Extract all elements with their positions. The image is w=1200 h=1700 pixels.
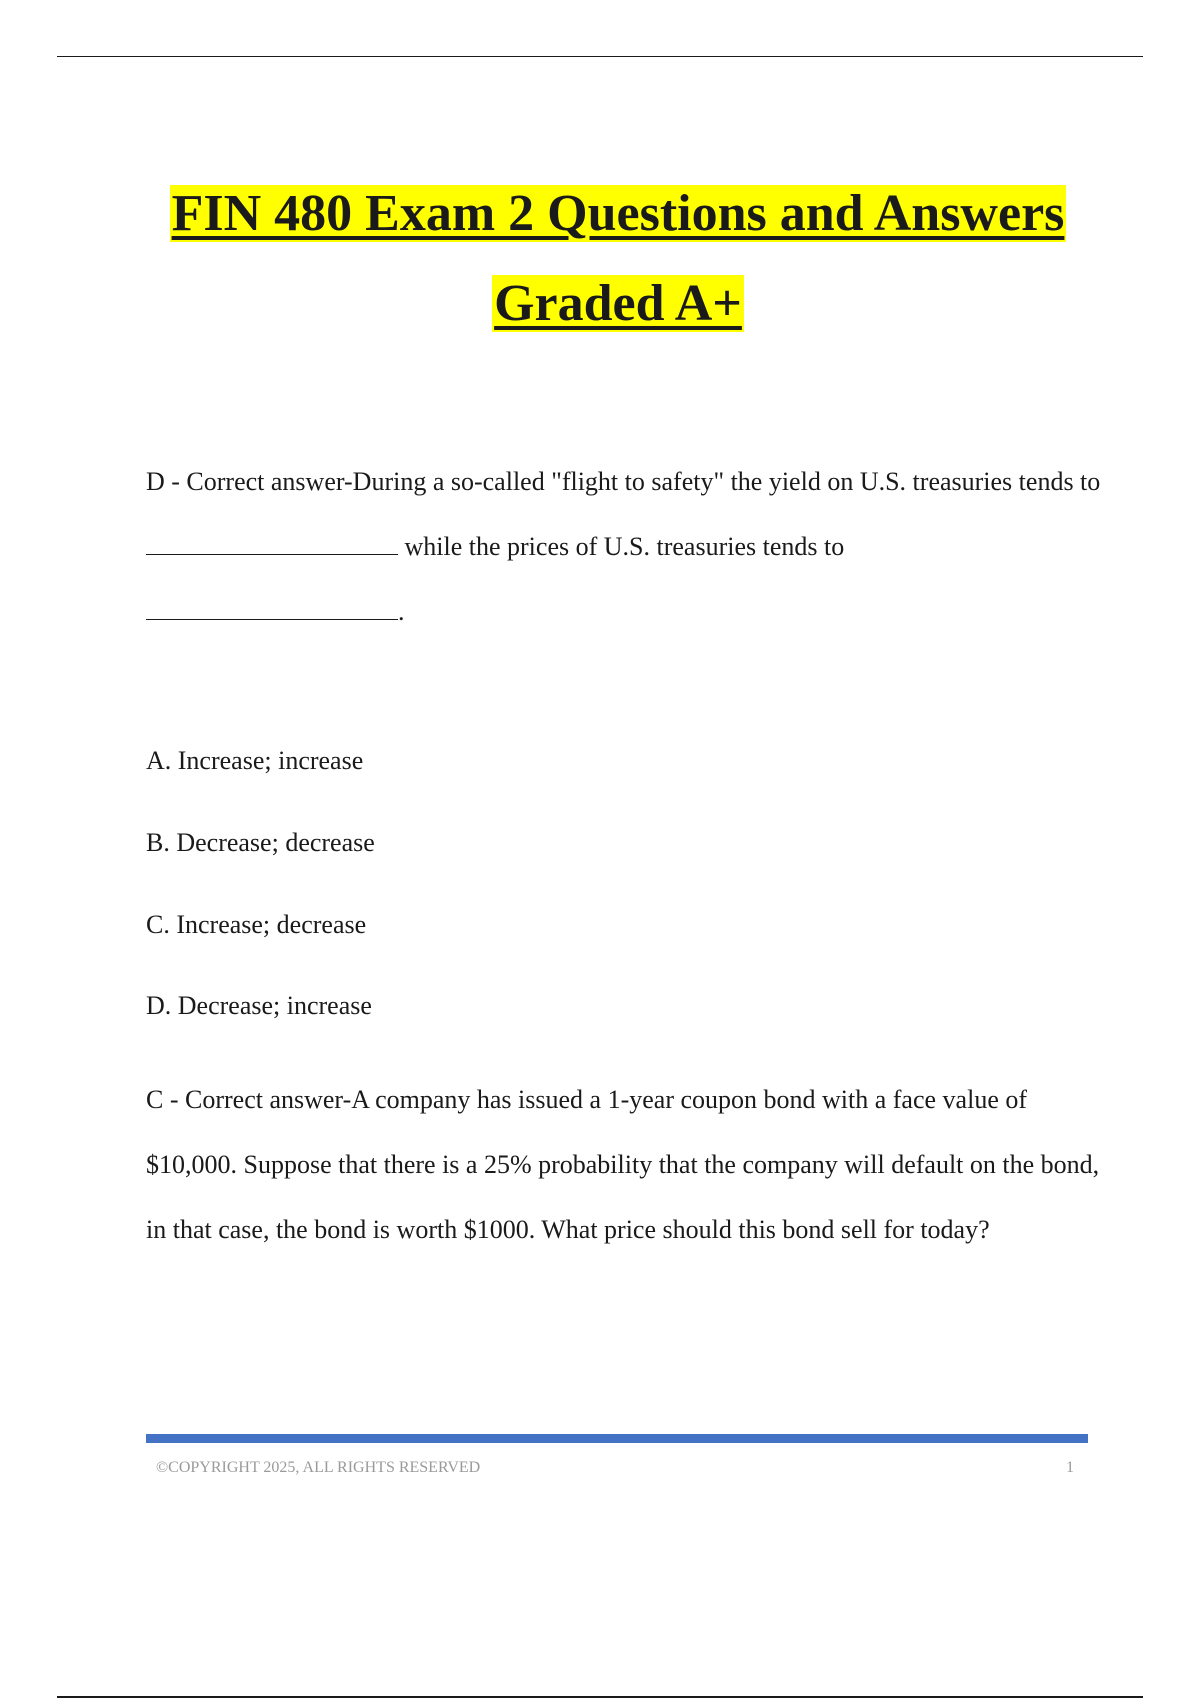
title-line-1-text: FIN 480 Exam 2 Questions and Answers (171, 185, 1065, 242)
option-b: B. Decrease; decrease (146, 828, 375, 857)
footer-copyright: ©COPYRIGHT 2025, ALL RIGHTS RESERVED (156, 1459, 481, 1476)
bottom-rule (57, 1696, 1143, 1698)
top-rule (57, 56, 1143, 57)
question-2: C - Correct answer-A company has issued a 1-year coupon bond with a face value of $10,000. Suppose that there is a 25% probability that the company will default on the bond, in that case, the bond is worth $1000. What price should this bond sell for today? (146, 1085, 1100, 1244)
question-1-text-b: while the prices of U.S. treasuries tends to (398, 532, 845, 561)
question-1-text-a: D - Correct answer-During a so-called "flight to safety" the yield on U.S. treasuries tends to (146, 467, 1101, 496)
title-line-2-text: Graded A+ (494, 275, 742, 332)
question-1 (146, 449, 1106, 644)
option-a: A. Increase; increase (146, 746, 364, 775)
answer-blank-1 (146, 534, 398, 555)
footer-bar (146, 1434, 1088, 1443)
option-c: C. Increase; decrease (146, 910, 367, 939)
question-1-text-c: . (398, 597, 405, 626)
page-title-line-2 (0, 274, 1200, 334)
option-d: D. Decrease; increase (146, 991, 372, 1020)
page-title-line-1 (0, 184, 1200, 244)
footer-page-number: 1 (1066, 1459, 1074, 1476)
answer-blank-2 (146, 599, 398, 620)
